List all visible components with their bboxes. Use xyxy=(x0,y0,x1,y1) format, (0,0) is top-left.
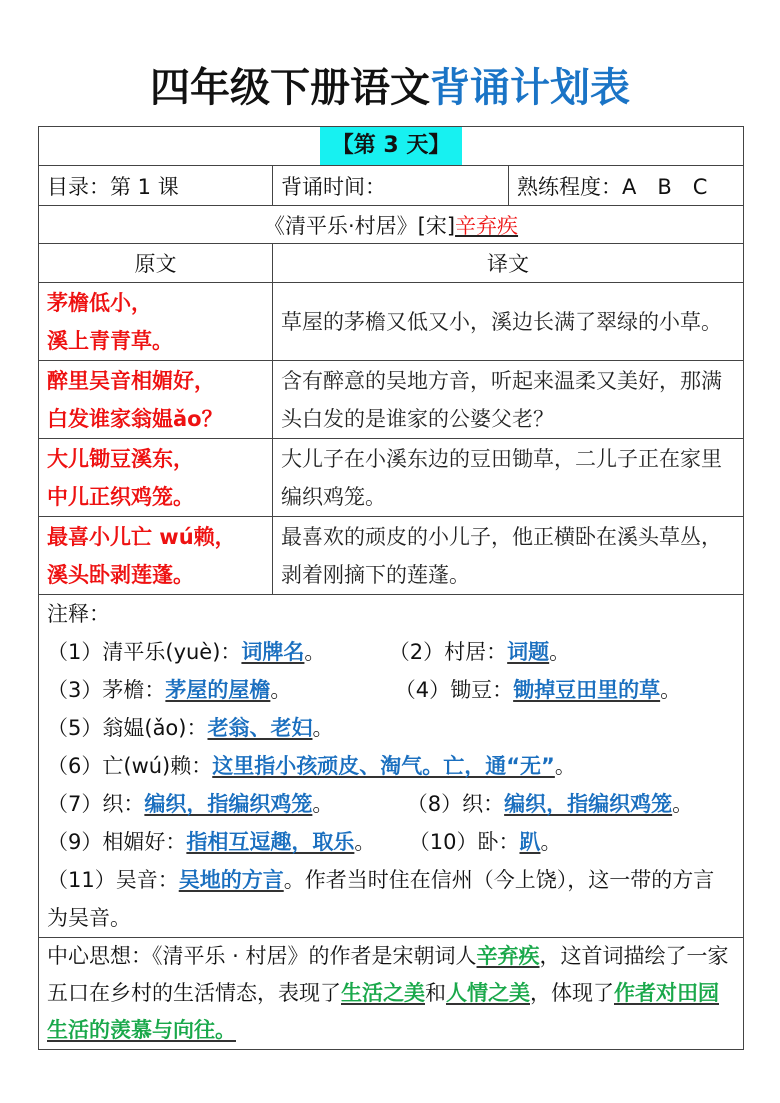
original-line: 茅檐低小， xyxy=(47,290,152,315)
note-answer: 词牌名 xyxy=(241,640,305,664)
poem-author: 辛弃疾 xyxy=(455,213,519,238)
translation-cell: 含有醉意的吴地方音，听起来温柔又美好，那满头白发的是谁家的公婆父老？ xyxy=(273,361,744,439)
original-cell xyxy=(39,517,273,595)
table-row xyxy=(39,517,744,595)
note-answer: 编织，指编织鸡笼 xyxy=(144,792,313,816)
note-answer: 茅屋的屋檐 xyxy=(165,678,271,702)
column-header-translation: 译文 xyxy=(273,244,744,283)
note-answer: 锄掉豆田里的草 xyxy=(513,678,661,702)
note-answer: 词题 xyxy=(507,640,550,664)
summary-highlight: 辛弃疾 xyxy=(476,944,540,968)
page-title-plan: 背诵计划表 xyxy=(430,65,630,111)
original-cell xyxy=(39,361,273,439)
note-line: （3）茅檐：茅屋的屋檐。 （4）锄豆：锄掉豆田里的草。 xyxy=(47,678,682,702)
note-line: （5）翁媪(ǎo)：老翁、老妇。 xyxy=(47,716,334,740)
note-answer: 这里指小孩顽皮、淘气。亡，通“无” xyxy=(212,754,555,778)
note-answer: 指相互逗趣，取乐 xyxy=(186,830,355,854)
translation-cell: 最喜欢的顽皮的小儿子，他正横卧在溪头草丛，剥着刚摘下的莲蓬。 xyxy=(273,517,744,595)
note-answer: 吴地的方言 xyxy=(178,868,284,892)
original-line: 白发谁家翁媪ǎo？ xyxy=(47,406,223,431)
poem-title-row xyxy=(39,206,744,244)
info-row xyxy=(39,166,744,206)
note-answer: 老翁、老妇 xyxy=(207,716,313,740)
recitation-table xyxy=(38,126,744,1050)
original-line: 中儿正织鸡笼。 xyxy=(47,484,194,509)
poem-title: 《清平乐·村居》[宋] xyxy=(263,213,456,238)
note-line: （7）织：编织，指编织鸡笼。 （8）织：编织，指编织鸡笼。 xyxy=(47,792,694,816)
original-line: 最喜小儿亡 wú赖， xyxy=(47,524,236,549)
table-row xyxy=(39,361,744,439)
summary-row xyxy=(39,938,744,1050)
note-answer: 趴 xyxy=(519,830,541,854)
note-line: （11）吴音：吴地的方言。作者当时住在信州（今上饶），这一带的方言为吴音。 xyxy=(47,868,715,930)
page-title-grade: 四年级下册语文 xyxy=(150,65,430,111)
summary-highlight: 生活之美 xyxy=(341,981,425,1005)
day-badge: 【第 3 天】 xyxy=(320,127,463,165)
note-line: （1）清平乐(yuè)：词牌名。 （2）村居：词题。 xyxy=(47,640,571,664)
original-line: 醉里吴音相媚好， xyxy=(47,368,215,393)
translation-cell: 大儿子在小溪东边的豆田锄草，二儿子正在家里编织鸡笼。 xyxy=(273,439,744,517)
day-row xyxy=(39,127,744,166)
original-line: 大儿锄豆溪东， xyxy=(47,446,194,471)
summary-cell: 中心思想：《清平乐 · 村居》的作者是宋朝词人辛弃疾，这首词描绘了一家五口在乡村的生活情态，表现了生活之美和人情之美，体现了作者对田园生活的羡慕与向往。 xyxy=(39,938,744,1050)
table-row xyxy=(39,439,744,517)
column-header-original: 原文 xyxy=(39,244,273,283)
translation-cell: 草屋的茅檐又低又小，溪边长满了翠绿的小草。 xyxy=(273,283,744,361)
original-cell xyxy=(39,439,273,517)
column-header-row xyxy=(39,244,744,283)
summary-highlight: 作者对田园生活的羡慕与向往。 xyxy=(47,981,719,1042)
recite-time-cell[interactable]: 背诵时间： xyxy=(273,166,509,206)
notes-cell xyxy=(39,595,744,938)
page-title xyxy=(0,58,780,118)
original-cell xyxy=(39,283,273,361)
notes-label: 注释： xyxy=(47,602,110,626)
original-line: 溪上青青草。 xyxy=(47,328,173,353)
table-row xyxy=(39,283,744,361)
summary-highlight: 人情之美 xyxy=(446,981,530,1005)
proficiency-cell[interactable]: 熟练程度：A B C xyxy=(509,166,744,206)
notes-row xyxy=(39,595,744,938)
note-answer: 编织，指编织鸡笼 xyxy=(504,792,673,816)
original-line: 溪头卧剥莲蓬。 xyxy=(47,562,194,587)
note-line: （6）亡(wú)赖：这里指小孩顽皮、淘气。亡，通“无”。 xyxy=(47,754,576,778)
catalog-cell: 目录：第 1 课 xyxy=(39,166,273,206)
note-line: （9）相媚好：指相互逗趣，取乐。 （10）卧：趴。 xyxy=(47,830,562,854)
